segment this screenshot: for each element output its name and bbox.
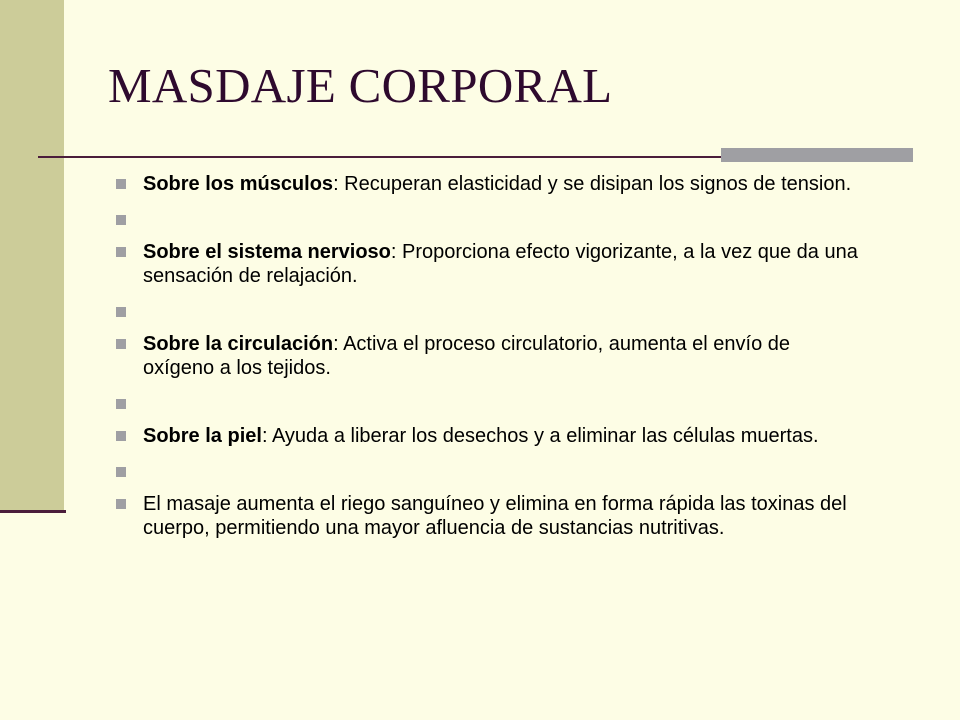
bullet-lead: Sobre los músculos	[143, 173, 334, 195]
bullet-lead: Sobre la circulación	[143, 333, 334, 355]
bullet-text: : Proporciona efecto vigorizante, a la vez que da una sensación de relajación.	[143, 241, 858, 287]
square-bullet-icon	[116, 179, 126, 189]
empty-bullet	[116, 392, 866, 416]
square-bullet-icon	[116, 467, 126, 477]
bullet-item-nervous-system	[116, 240, 866, 288]
bullet-list	[116, 172, 866, 552]
empty-bullet	[116, 300, 866, 324]
bullet-item-muscles	[116, 172, 866, 196]
bullet-item-skin	[116, 424, 866, 448]
square-bullet-icon	[116, 339, 126, 349]
square-bullet-icon	[116, 499, 126, 509]
square-bullet-icon	[116, 247, 126, 257]
bullet-item-circulation	[116, 332, 866, 380]
side-decor-line	[0, 510, 66, 513]
bullet-text: : Activa el proceso circulatorio, aumenta el envío de oxígeno a los tejidos.	[143, 333, 790, 379]
bullet-text: : Recuperan elasticidad y se disipan los signos de tension.	[333, 173, 852, 195]
square-bullet-icon	[116, 399, 126, 409]
square-bullet-icon	[116, 215, 126, 225]
square-bullet-icon	[116, 307, 126, 317]
bullet-item-massage-summary	[116, 492, 866, 540]
bullet-text: El masaje aumenta el riego sanguíneo y elimina en forma rápida las toxinas del cuerpo, permitiendo una mayor afluencia de sustancias nutritivas.	[143, 493, 847, 539]
accent-block	[721, 148, 913, 162]
side-decor-bar	[0, 0, 64, 512]
slide-title: MASDAJE CORPORAL	[108, 58, 613, 113]
bullet-lead: Sobre el sistema nervioso	[143, 241, 391, 263]
bullet-lead: Sobre la piel	[143, 425, 262, 447]
empty-bullet	[116, 460, 866, 484]
empty-bullet	[116, 208, 866, 232]
bullet-text: : Ayuda a liberar los desechos y a eliminar las células muertas.	[261, 425, 819, 447]
square-bullet-icon	[116, 431, 126, 441]
